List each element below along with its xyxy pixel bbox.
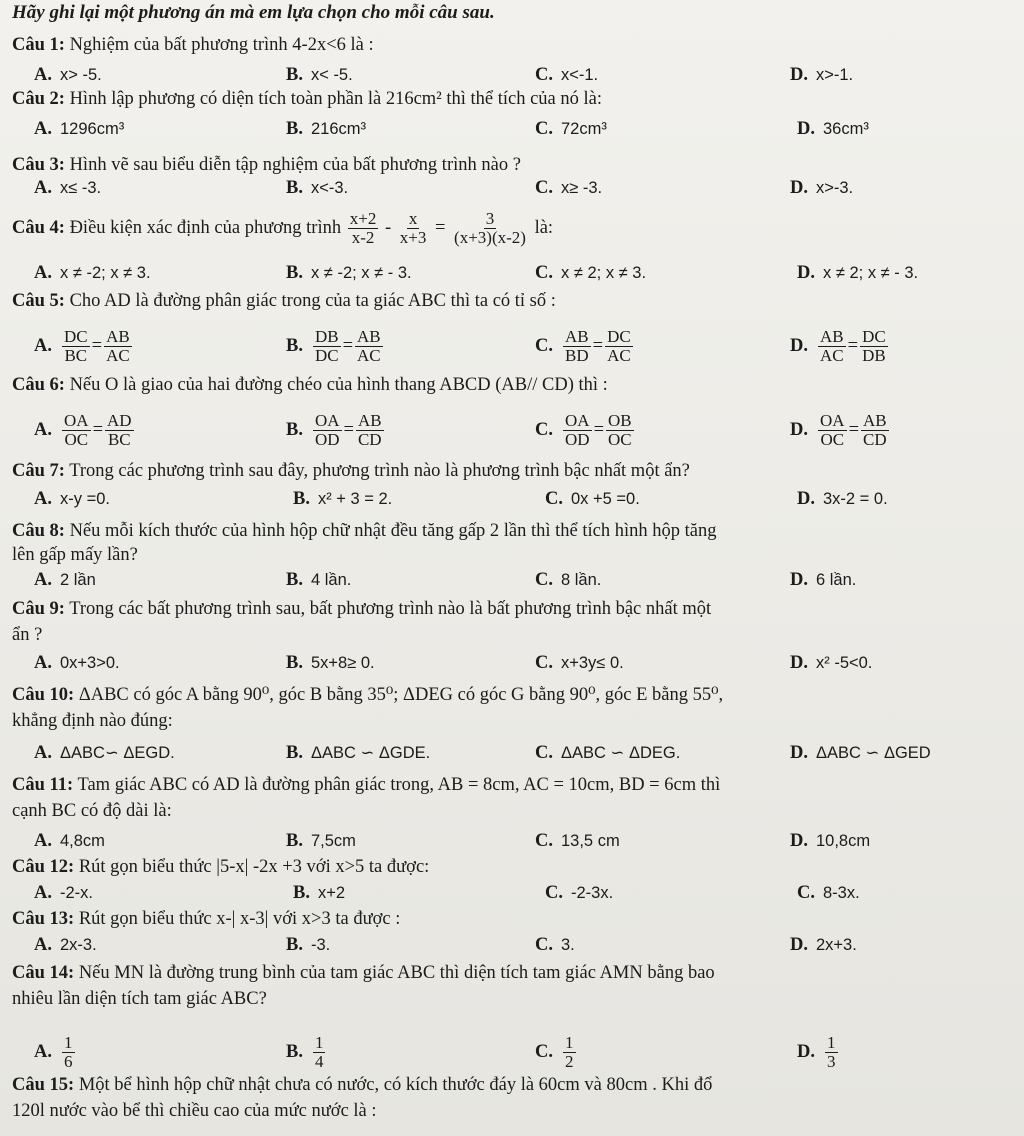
option-letter: B. bbox=[293, 489, 310, 509]
denominator: 6 bbox=[64, 1052, 73, 1071]
option-text: x<-1. bbox=[561, 66, 599, 84]
question-text: Hình lập phương có diện tích toàn phần là 216cm² thì thể tích của nó là: bbox=[64, 89, 602, 109]
option-letter: D. bbox=[790, 935, 808, 955]
question-text: Nếu O là giao của hai đường chéo của hình thang ABCD (AB// CD) thì : bbox=[64, 375, 608, 395]
question-number: Câu 10: bbox=[12, 685, 75, 705]
option-letter: C. bbox=[535, 935, 553, 955]
question-6-option-a[interactable]: A. $\frac{OA}{OC}$ = $\frac{AD}{BC}$ bbox=[34, 411, 132, 449]
option-text: x ≠ 2; x ≠ - 3. bbox=[823, 264, 919, 282]
question-4-stem: Câu 4: Điều kiện xác định của phương trình $\frac{x+2}{x-2}$ - $\frac{x}{x+3}$ = $\frac{3}{(x+3)(x-2)}$ là: bbox=[12, 209, 554, 247]
option-letter: B. bbox=[286, 419, 303, 440]
numerator: AB bbox=[565, 327, 589, 346]
option-letter: B. bbox=[286, 178, 303, 198]
question-3-option-d[interactable] bbox=[790, 175, 853, 201]
question-11-option-d[interactable] bbox=[790, 828, 870, 854]
denominator: OC bbox=[820, 430, 845, 449]
option-letter: C. bbox=[535, 263, 553, 283]
option-fraction-right bbox=[355, 328, 383, 365]
question-13-option-d[interactable] bbox=[790, 932, 857, 958]
denominator: 3 bbox=[827, 1052, 836, 1071]
question-number: Câu 2: bbox=[12, 89, 65, 109]
question-11-option-b[interactable] bbox=[286, 828, 356, 854]
question-1-option-c[interactable] bbox=[535, 62, 598, 88]
question-text: Trong các phương trình sau đây, phương trình nào là phương trình bậc nhất một ẩn? bbox=[64, 461, 690, 481]
option-text: ΔABC∽ ΔEGD. bbox=[60, 744, 175, 762]
question-5-option-b[interactable]: B. $\frac{DB}{DC}$ = $\frac{AB}{AC}$ bbox=[286, 327, 381, 365]
option-text: x-y =0. bbox=[60, 490, 110, 508]
option-text: x+2 bbox=[317, 884, 346, 902]
option-text: 1296cm³ bbox=[60, 120, 125, 138]
question-14-option-b[interactable] bbox=[286, 1034, 327, 1071]
question-number: Câu 11: bbox=[12, 775, 74, 795]
option-fraction bbox=[563, 1034, 576, 1071]
denominator: (x+3)(x-2) bbox=[454, 228, 526, 247]
question-text: Tam giác ABC có AD là đường phân giác trong, AB = 8cm, AC = 10cm, BD = 6cm thì bbox=[73, 775, 721, 795]
option-letter: B. bbox=[293, 883, 310, 903]
option-text: x>-3. bbox=[816, 179, 854, 197]
question-7-stem bbox=[12, 458, 1014, 484]
question-10-option-c[interactable] bbox=[535, 740, 680, 766]
option-letter: A. bbox=[34, 1041, 52, 1062]
question-9-option-d[interactable] bbox=[790, 650, 872, 676]
option-letter: A. bbox=[34, 831, 52, 851]
question-14-option-c[interactable] bbox=[535, 1034, 578, 1071]
denominator: AC bbox=[357, 346, 381, 365]
question-2-option-b[interactable] bbox=[286, 116, 366, 142]
question-text: Cho AD là đường phân giác trong của ta giác ABC thì ta có tỉ số : bbox=[64, 291, 556, 311]
denominator: DB bbox=[862, 346, 886, 365]
option-letter: C. bbox=[535, 419, 553, 440]
option-text: 5x+8≥ 0. bbox=[310, 654, 375, 672]
question-7-option-a[interactable] bbox=[34, 486, 110, 512]
question-14-continued bbox=[12, 986, 1014, 1012]
question-text-cont: 120l nước vào bể thì chiều cao của mức nước là : bbox=[12, 1101, 377, 1121]
option-text: 3. bbox=[561, 936, 575, 954]
question-10-stem bbox=[12, 682, 1014, 708]
option-fraction bbox=[62, 1034, 75, 1071]
numerator: DC bbox=[64, 327, 88, 346]
numerator: AB bbox=[106, 327, 130, 346]
question-11-stem bbox=[12, 772, 1014, 798]
question-text: Hình vẽ sau biểu diễn tập nghiệm của bất phương trình nào ? bbox=[64, 155, 521, 175]
fraction-1 bbox=[348, 210, 379, 247]
option-text: x≤ -3. bbox=[60, 179, 102, 197]
denominator: BC bbox=[64, 346, 88, 365]
question-12-option-c[interactable] bbox=[545, 880, 613, 906]
question-14-stem bbox=[12, 960, 1014, 986]
denominator: AC bbox=[607, 346, 631, 365]
option-text: x² + 3 = 2. bbox=[317, 490, 393, 508]
question-9-stem bbox=[12, 596, 1014, 622]
question-7-option-d[interactable] bbox=[797, 486, 888, 512]
numerator: OA bbox=[565, 411, 590, 430]
numerator: x+2 bbox=[349, 209, 377, 228]
numerator: AB bbox=[820, 327, 844, 346]
option-letter: D. bbox=[790, 570, 808, 590]
numerator: DC bbox=[607, 327, 631, 346]
numerator: AB bbox=[357, 411, 382, 430]
question-text: Nghiệm của bất phương trình 4-2x<6 là : bbox=[64, 35, 374, 55]
option-letter: A. bbox=[34, 65, 52, 85]
option-text: 72cm³ bbox=[561, 120, 607, 138]
question-1-option-b[interactable] bbox=[286, 62, 353, 88]
option-letter: B. bbox=[286, 653, 303, 673]
option-text: 36cm³ bbox=[823, 120, 869, 138]
option-text: x> -5. bbox=[60, 66, 102, 84]
numerator: DC bbox=[862, 327, 886, 346]
option-letter: C. bbox=[797, 883, 815, 903]
option-fraction-left bbox=[313, 412, 342, 449]
question-text-cont: cạnh BC có độ dài là: bbox=[12, 801, 172, 821]
denominator: AC bbox=[820, 346, 844, 365]
option-letter: B. bbox=[286, 570, 303, 590]
question-15-stem bbox=[12, 1072, 1014, 1098]
option-text: x<-3. bbox=[310, 179, 349, 197]
question-3-option-a[interactable] bbox=[34, 175, 101, 201]
option-text: 4,8cm bbox=[60, 832, 105, 850]
denominator: DC bbox=[314, 346, 339, 365]
option-letter: B. bbox=[286, 119, 303, 139]
option-text: 2 lần bbox=[60, 571, 96, 589]
question-5-stem bbox=[12, 288, 1014, 314]
question-10-option-d[interactable] bbox=[790, 740, 931, 766]
option-fraction-right bbox=[104, 328, 132, 365]
option-fraction-right bbox=[605, 328, 633, 365]
question-text-cont: lên gấp mấy lần? bbox=[12, 545, 138, 565]
question-1-stem bbox=[12, 32, 1014, 58]
denominator: CD bbox=[863, 430, 887, 449]
question-5-option-c[interactable]: C. $\frac{AB}{BD}$ = $\frac{DC}{AC}$ bbox=[535, 327, 631, 365]
option-letter: A. bbox=[34, 419, 52, 440]
option-letter: A. bbox=[34, 743, 52, 763]
question-12-stem bbox=[12, 854, 1014, 880]
fraction-2 bbox=[398, 210, 429, 247]
question-number: Câu 14: bbox=[12, 963, 75, 983]
question-tail: là: bbox=[534, 217, 554, 238]
option-fraction-right bbox=[105, 412, 134, 449]
option-letter: C. bbox=[535, 119, 553, 139]
question-8-continued bbox=[12, 542, 1014, 568]
option-fraction-left bbox=[563, 328, 591, 365]
question-6-stem bbox=[12, 372, 1014, 398]
question-12-option-a[interactable] bbox=[34, 880, 93, 906]
question-1-option-a[interactable] bbox=[34, 62, 102, 88]
question-6-option-b[interactable]: B. $\frac{OA}{OD}$ = $\frac{AB}{CD}$ bbox=[286, 411, 382, 449]
question-number: Câu 3: bbox=[12, 155, 65, 175]
numerator: OA bbox=[64, 411, 89, 430]
denominator: OD bbox=[565, 430, 590, 449]
question-4-option-c[interactable] bbox=[535, 260, 646, 286]
option-letter: C. bbox=[535, 65, 553, 85]
numerator: 1 bbox=[314, 1033, 324, 1052]
option-letter: D. bbox=[790, 419, 808, 440]
question-7-option-c[interactable] bbox=[545, 486, 640, 512]
question-10-option-a[interactable] bbox=[34, 740, 175, 766]
question-8-option-a[interactable] bbox=[34, 567, 96, 593]
question-text: Rút gọn biểu thức x-| x-3| với x>3 ta được : bbox=[74, 909, 401, 929]
option-letter: A. bbox=[34, 653, 52, 673]
question-number: Câu 1: bbox=[12, 35, 65, 55]
option-letter: D. bbox=[797, 263, 815, 283]
option-letter: C. bbox=[535, 570, 553, 590]
numerator: x bbox=[408, 209, 418, 228]
question-text: Rút gọn biểu thức |5-x| -2x +3 với x>5 ta được: bbox=[74, 857, 430, 877]
option-text: x>-1. bbox=[816, 66, 854, 84]
denominator: CD bbox=[357, 430, 382, 449]
option-text: ΔABC ∽ ΔGED bbox=[816, 744, 931, 762]
option-letter: D. bbox=[797, 1041, 815, 1062]
numerator: AB bbox=[357, 327, 381, 346]
question-8-option-c[interactable] bbox=[535, 567, 601, 593]
fraction-3 bbox=[452, 210, 528, 247]
question-text-cont: ẩn ? bbox=[12, 625, 43, 645]
denominator: BC bbox=[107, 430, 131, 449]
question-11-option-a[interactable] bbox=[34, 828, 105, 854]
question-4-option-a[interactable] bbox=[34, 260, 151, 286]
question-12-option-d[interactable] bbox=[797, 880, 860, 906]
header-instruction: Hãy ghi lại một phương án mà em lựa chọn cho mỗi câu sau. bbox=[12, 2, 495, 23]
option-text: x ≠ -2; x ≠ - 3. bbox=[310, 264, 412, 282]
numerator: DB bbox=[314, 327, 339, 346]
option-text: x≥ -3. bbox=[561, 179, 603, 197]
option-letter: D. bbox=[790, 653, 808, 673]
option-letter: B. bbox=[286, 935, 303, 955]
numerator: 1 bbox=[827, 1033, 836, 1052]
numerator: AD bbox=[107, 411, 132, 430]
option-text: 0x +5 =0. bbox=[571, 490, 640, 508]
option-fraction-right bbox=[861, 412, 889, 449]
question-5-option-a[interactable]: A. $\frac{DC}{BC}$ = $\frac{AB}{AC}$ bbox=[34, 327, 130, 365]
question-number: Câu 7: bbox=[12, 461, 65, 481]
option-text: x ≠ 2; x ≠ 3. bbox=[561, 264, 647, 282]
option-letter: D. bbox=[790, 65, 808, 85]
question-8-option-d[interactable] bbox=[790, 567, 856, 593]
option-letter: C. bbox=[545, 883, 563, 903]
option-text: x< -5. bbox=[310, 66, 353, 84]
denominator: x+3 bbox=[399, 228, 427, 247]
option-letter: C. bbox=[535, 1041, 553, 1062]
question-2-option-d[interactable] bbox=[797, 116, 869, 142]
option-text: 8 lần. bbox=[561, 571, 602, 589]
option-letter: A. bbox=[34, 935, 52, 955]
option-text: 10,8cm bbox=[816, 832, 871, 850]
question-3-option-c[interactable] bbox=[535, 175, 602, 201]
option-text: 4 lần. bbox=[310, 571, 352, 589]
option-fraction bbox=[825, 1034, 838, 1071]
option-letter: D. bbox=[790, 335, 808, 356]
option-letter: A. bbox=[34, 335, 52, 356]
option-text: 2x-3. bbox=[60, 936, 97, 954]
question-9-option-a[interactable] bbox=[34, 650, 120, 676]
question-14-option-a[interactable] bbox=[34, 1034, 77, 1071]
option-text: 13,5 cm bbox=[561, 832, 620, 850]
option-text: -3. bbox=[310, 936, 331, 954]
option-fraction-right bbox=[356, 412, 384, 449]
question-11-continued bbox=[12, 798, 1014, 824]
option-fraction-left bbox=[818, 412, 847, 449]
question-text: Trong các bất phương trình sau, bất phương trình nào là bất phương trình bậc nhất một bbox=[64, 599, 712, 619]
question-number: Câu 6: bbox=[12, 375, 65, 395]
question-3-option-b[interactable] bbox=[286, 175, 348, 201]
option-fraction-right bbox=[860, 328, 888, 365]
question-number: Câu 13: bbox=[12, 909, 75, 929]
option-letter: A. bbox=[34, 570, 52, 590]
option-text: 8-3x. bbox=[823, 884, 860, 902]
option-fraction-left bbox=[62, 412, 91, 449]
question-5-option-d[interactable]: D. $\frac{AB}{AC}$ = $\frac{DC}{DB}$ bbox=[790, 327, 886, 365]
option-letter: C. bbox=[535, 335, 553, 356]
question-7-option-b[interactable] bbox=[293, 486, 392, 512]
option-text: 2x+3. bbox=[816, 936, 857, 954]
question-2-stem bbox=[12, 86, 1014, 112]
option-fraction-left bbox=[62, 328, 90, 365]
option-text: ΔABC ∽ ΔDEG. bbox=[561, 744, 681, 762]
option-letter: B. bbox=[286, 65, 303, 85]
question-13-option-a[interactable] bbox=[34, 932, 97, 958]
denominator: 2 bbox=[565, 1052, 574, 1071]
option-text: 3x-2 = 0. bbox=[823, 490, 888, 508]
option-letter: A. bbox=[34, 883, 52, 903]
question-4-option-d[interactable] bbox=[797, 260, 918, 286]
denominator: OC bbox=[64, 430, 89, 449]
question-number: Câu 9: bbox=[12, 599, 65, 619]
question-11-option-c[interactable] bbox=[535, 828, 620, 854]
option-letter: B. bbox=[286, 335, 303, 356]
denominator: 4 bbox=[314, 1052, 324, 1071]
option-text: -2-x. bbox=[60, 884, 93, 902]
option-letter: B. bbox=[286, 1041, 303, 1062]
question-2-option-c[interactable] bbox=[535, 116, 607, 142]
question-14-option-d[interactable] bbox=[797, 1034, 840, 1071]
denominator: x-2 bbox=[351, 228, 375, 247]
question-text: Nếu mỗi kích thước của hình hộp chữ nhật đều tăng gấp 2 lần thì thể tích hình hộp tăng bbox=[64, 521, 717, 541]
denominator: OD bbox=[314, 430, 340, 449]
option-text: 216cm³ bbox=[310, 120, 366, 138]
option-letter: C. bbox=[535, 178, 553, 198]
numerator: 1 bbox=[565, 1033, 574, 1052]
question-10-continued bbox=[12, 708, 1014, 734]
option-letter: B. bbox=[286, 743, 303, 763]
option-text: 7,5cm bbox=[310, 832, 356, 850]
question-text-cont: khẳng định nào đúng: bbox=[12, 711, 173, 731]
denominator: BD bbox=[565, 346, 589, 365]
option-text: x+3y≤ 0. bbox=[561, 654, 624, 672]
denominator: AC bbox=[106, 346, 130, 365]
numerator: OA bbox=[314, 411, 340, 430]
question-number: Câu 5: bbox=[12, 291, 65, 311]
question-9-option-b[interactable] bbox=[286, 650, 375, 676]
question-10-option-b[interactable] bbox=[286, 740, 430, 766]
question-2-option-a[interactable] bbox=[34, 116, 124, 142]
question-15-continued bbox=[12, 1098, 1014, 1124]
numerator: 3 bbox=[485, 209, 495, 228]
option-fraction-left bbox=[818, 328, 846, 365]
question-6-option-d[interactable]: D. $\frac{OA}{OC}$ = $\frac{AB}{CD}$ bbox=[790, 411, 887, 449]
question-text: Nếu MN là đường trung bình của tam giác ABC thì diện tích tam giác AMN bằng bao bbox=[74, 963, 715, 983]
option-fraction-right bbox=[606, 412, 634, 449]
option-fraction-left bbox=[563, 412, 592, 449]
question-9-continued bbox=[12, 622, 1014, 648]
question-3-stem bbox=[12, 152, 1014, 178]
option-fraction-left bbox=[313, 328, 341, 365]
option-fraction bbox=[313, 1034, 326, 1071]
numerator: OA bbox=[820, 411, 845, 430]
question-number: Câu 4: bbox=[12, 217, 65, 238]
option-letter: D. bbox=[790, 831, 808, 851]
option-letter: B. bbox=[286, 831, 303, 851]
question-9-option-c[interactable] bbox=[535, 650, 624, 676]
numerator: 1 bbox=[64, 1033, 73, 1052]
question-text: Một bể hình hộp chữ nhật chưa có nước, có kích thước đáy là 60cm và 80cm . Khi đổ bbox=[74, 1075, 713, 1095]
option-text: x ≠ -2; x ≠ 3. bbox=[60, 264, 151, 282]
option-letter: C. bbox=[535, 831, 553, 851]
option-letter: C. bbox=[545, 489, 563, 509]
option-text: 6 lần. bbox=[816, 571, 857, 589]
question-6-option-c[interactable]: C. $\frac{OA}{OD}$ = $\frac{OB}{OC}$ bbox=[535, 411, 632, 449]
question-4-option-b[interactable] bbox=[286, 260, 412, 286]
question-13-option-b[interactable] bbox=[286, 932, 330, 958]
numerator: OB bbox=[608, 411, 632, 430]
option-letter: D. bbox=[790, 743, 808, 763]
question-text-cont: nhiêu lần diện tích tam giác ABC? bbox=[12, 989, 267, 1009]
question-number: Câu 12: bbox=[12, 857, 75, 877]
option-letter: D. bbox=[797, 489, 815, 509]
question-text: Điều kiện xác định của phương trình bbox=[64, 217, 342, 238]
option-letter: A. bbox=[34, 119, 52, 139]
numerator: AB bbox=[863, 411, 887, 430]
option-letter: D. bbox=[790, 178, 808, 198]
question-13-stem bbox=[12, 906, 1014, 932]
option-text: ΔABC ∽ ΔGDE. bbox=[310, 744, 431, 762]
option-letter: C. bbox=[535, 743, 553, 763]
question-8-option-b[interactable] bbox=[286, 567, 351, 593]
denominator: OC bbox=[608, 430, 632, 449]
option-letter: D. bbox=[797, 119, 815, 139]
question-1-option-d[interactable] bbox=[790, 62, 853, 88]
option-text: x² -5<0. bbox=[816, 654, 873, 672]
question-8-stem bbox=[12, 518, 1014, 544]
question-12-option-b[interactable] bbox=[293, 880, 345, 906]
option-text: -2-3x. bbox=[571, 884, 614, 902]
option-letter: C. bbox=[535, 653, 553, 673]
option-letter: B. bbox=[286, 263, 303, 283]
question-text: ΔABC có góc A bằng 90⁰, góc B bằng 35⁰; ΔDEG có góc G bằng 90⁰, góc E bằng 55⁰, bbox=[74, 685, 724, 705]
question-13-option-c[interactable] bbox=[535, 932, 575, 958]
option-text: 0x+3>0. bbox=[60, 654, 120, 672]
question-number: Câu 8: bbox=[12, 521, 65, 541]
option-letter: A. bbox=[34, 263, 52, 283]
question-number: Câu 15: bbox=[12, 1075, 75, 1095]
option-letter: A. bbox=[34, 489, 52, 509]
option-letter: A. bbox=[34, 178, 52, 198]
